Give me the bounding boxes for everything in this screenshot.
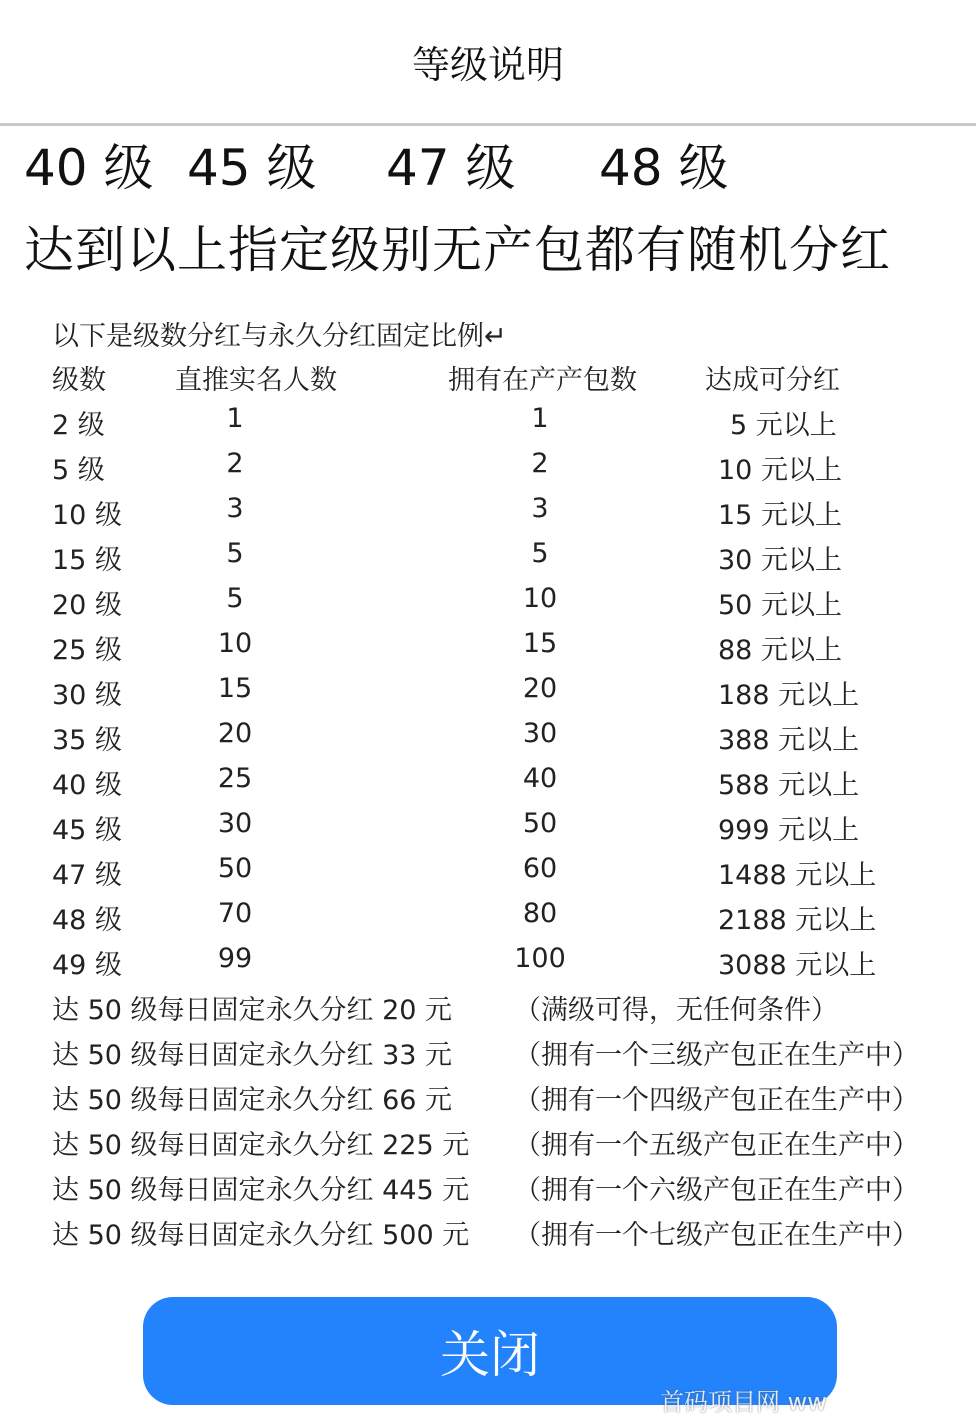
header-cell: 达成可分红 [705, 365, 840, 396]
table-cell: 35 级 [52, 725, 122, 756]
table-row [0, 943, 976, 983]
divider [0, 123, 976, 126]
table-row [0, 403, 976, 443]
table-cell: 999 元以上 [718, 815, 860, 846]
table-cell: 2 [226, 448, 244, 479]
level-label: 45 级 [187, 139, 317, 197]
note-text: 达 50 级每日固定永久分红 66 元 [52, 1085, 453, 1116]
table-cell: 50 [217, 853, 253, 884]
table-row [0, 628, 976, 668]
table-cell: 10 级 [52, 500, 122, 531]
highlight-levels [24, 128, 964, 197]
table-row [0, 808, 976, 848]
table-row [0, 583, 976, 623]
headline: 达到以上指定级别无产包都有随机分红 [24, 221, 891, 279]
table-cell: 5 元以上 [730, 410, 837, 441]
note-text: 达 50 级每日固定永久分红 445 元 [52, 1175, 470, 1206]
note-text: 达 50 级每日固定永久分红 20 元 [52, 995, 453, 1026]
header-cell: 拥有在产产包数 [448, 365, 637, 396]
table-cell: 50 [522, 808, 558, 839]
note-line [52, 1033, 919, 1072]
table-cell: 15 [217, 673, 253, 704]
note-line [52, 1078, 919, 1117]
table-cell: 1 [226, 403, 244, 434]
table-cell: 5 [531, 538, 549, 569]
note-text: 达 50 级每日固定永久分红 33 元 [52, 1040, 453, 1071]
table-row [0, 763, 976, 803]
table-cell: 99 [217, 943, 253, 974]
table-row [0, 448, 976, 488]
table-cell: 80 [522, 898, 558, 929]
table-cell: 20 [522, 673, 558, 704]
note-line [52, 988, 838, 1027]
table-cell: 20 [217, 718, 253, 749]
table-cell: 10 [522, 583, 558, 614]
table-cell: 30 [217, 808, 253, 839]
dialog-title [0, 0, 976, 123]
note-line [52, 1213, 919, 1252]
table-row [0, 718, 976, 758]
table-cell: 15 元以上 [718, 500, 842, 531]
table-cell: 3 [531, 493, 549, 524]
table-cell: 188 元以上 [718, 680, 860, 711]
title-text: 等级说明 [411, 43, 564, 87]
table-cell: 388 元以上 [718, 725, 860, 756]
table-cell: 30 级 [52, 680, 122, 711]
close-label: 关闭 [440, 1326, 540, 1384]
intro-text: 以下是级数分红与永久分红固定比例↵ [52, 321, 507, 352]
table-cell: 25 [217, 763, 253, 794]
table-cell: 2 级 [52, 410, 105, 441]
note-condition: （拥有一个四级产包正在生产中） [514, 1085, 919, 1116]
table-cell: 15 [522, 628, 558, 659]
table-cell: 50 元以上 [718, 590, 842, 621]
level-label: 40 级 [24, 139, 154, 197]
note-text: 达 50 级每日固定永久分红 225 元 [52, 1130, 470, 1161]
table-cell: 3 [226, 493, 244, 524]
table-cell: 70 [217, 898, 253, 929]
table-cell: 10 [217, 628, 253, 659]
note-text: 达 50 级每日固定永久分红 500 元 [52, 1220, 470, 1251]
table-row [0, 673, 976, 713]
table-row [0, 853, 976, 893]
table-cell: 588 元以上 [718, 770, 860, 801]
table-row [0, 493, 976, 533]
header-cell: 级数 [52, 365, 106, 396]
watermark: 首码项目网 ww [660, 1388, 827, 1416]
table-cell: 1 [531, 403, 549, 434]
table-cell: 15 级 [52, 545, 122, 576]
table-cell: 2188 元以上 [718, 905, 877, 936]
table-cell: 10 元以上 [718, 455, 842, 486]
table-cell: 1488 元以上 [718, 860, 877, 891]
table-cell: 30 元以上 [718, 545, 842, 576]
level-label: 48 级 [599, 139, 729, 197]
note-condition: （拥有一个六级产包正在生产中） [514, 1175, 919, 1206]
table-cell: 5 级 [52, 455, 105, 486]
table-cell: 40 [522, 763, 558, 794]
note-line [52, 1123, 919, 1162]
note-condition: （拥有一个三级产包正在生产中） [514, 1040, 919, 1071]
table-cell: 100 [514, 943, 566, 974]
level-label: 47 级 [386, 139, 516, 197]
note-condition: （拥有一个七级产包正在生产中） [514, 1220, 919, 1251]
table-cell: 60 [522, 853, 558, 884]
table-cell: 30 [522, 718, 558, 749]
note-condition: （满级可得，无任何条件） [514, 995, 838, 1026]
table-cell: 3088 元以上 [718, 950, 877, 981]
table-cell: 88 元以上 [718, 635, 842, 666]
table-cell: 20 级 [52, 590, 122, 621]
table-cell: 48 级 [52, 905, 122, 936]
table-cell: 49 级 [52, 950, 122, 981]
table-cell: 2 [531, 448, 549, 479]
table-header [0, 358, 976, 398]
table-cell: 25 级 [52, 635, 122, 666]
note-line [52, 1168, 919, 1207]
header-cell: 直推实名人数 [175, 365, 337, 396]
table-cell: 45 级 [52, 815, 122, 846]
scroll-fade [0, 1258, 976, 1272]
table-cell: 47 级 [52, 860, 122, 891]
note-condition: （拥有一个五级产包正在生产中） [514, 1130, 919, 1161]
table-row [0, 538, 976, 578]
table-cell: 5 [226, 538, 244, 569]
table-cell: 5 [226, 583, 244, 614]
table-cell: 40 级 [52, 770, 122, 801]
table-row [0, 898, 976, 938]
